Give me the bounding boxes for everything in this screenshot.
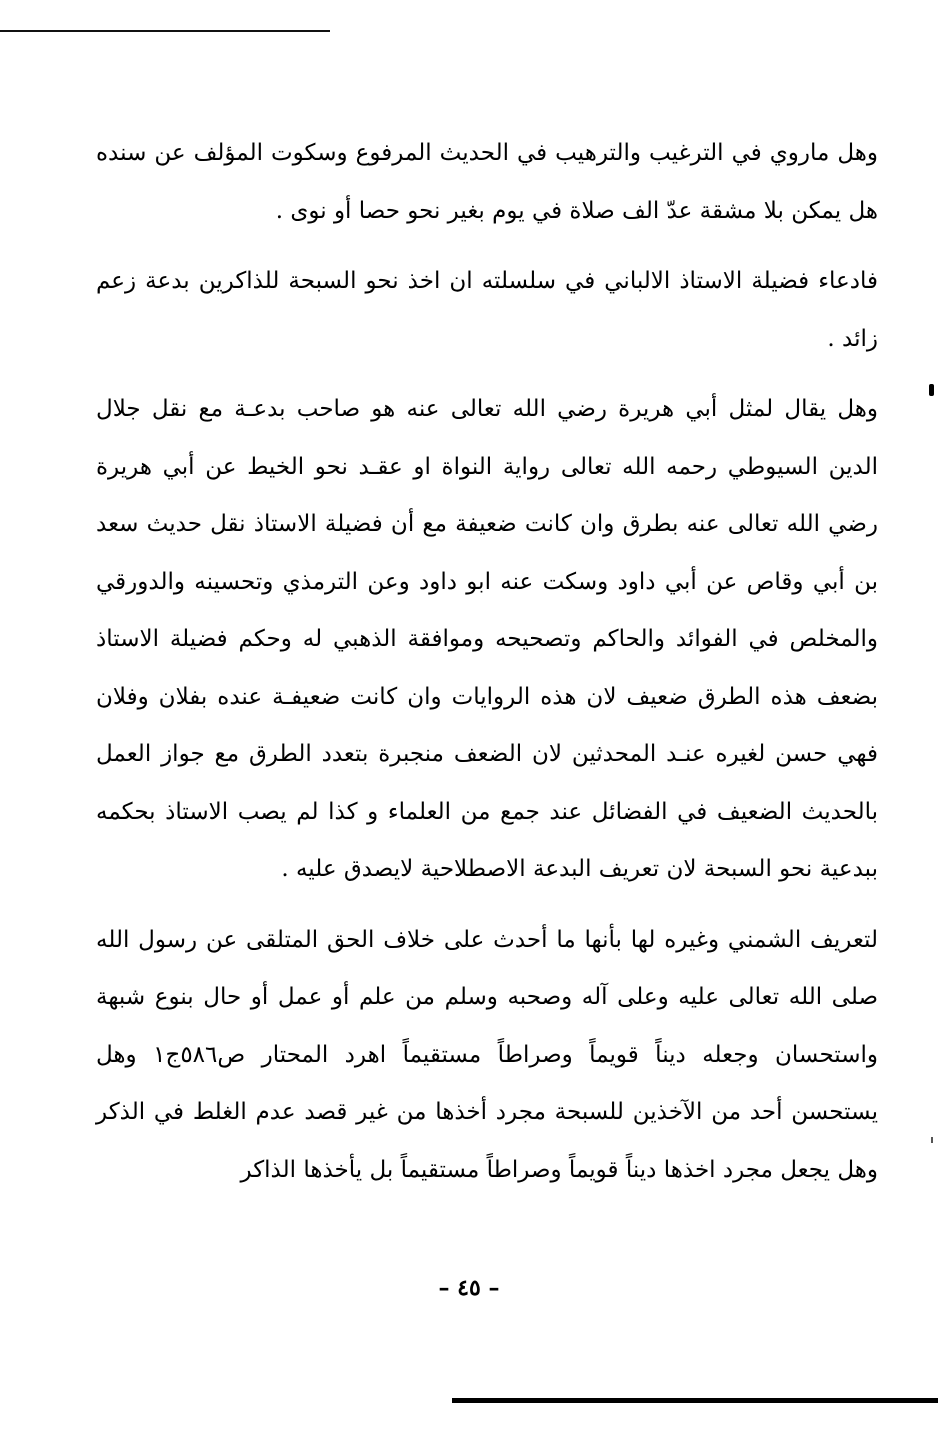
paragraph-1: وهل ماروي في الترغيب والترهيب في الحديث المرفوع وسكوت المؤلف عن سنده هل يمكن بلا مشقة عدّ الف صلاة في يوم بغير نحو حصا أو نوى . <box>96 140 878 224</box>
scan-edge-mark <box>929 384 934 396</box>
page-body <box>96 125 878 1199</box>
paragraph-2: فادعاء فضيلة الاستاذ الالباني في سلسلته ان اخذ نحو السبحة للذاكرين بدعة زعم زائد . <box>96 268 878 352</box>
bottom-rule <box>452 1398 938 1403</box>
scan-edge-mark-small <box>931 1137 933 1143</box>
top-rule <box>0 30 330 32</box>
page-number: – ٤٥ – <box>438 1275 500 1301</box>
paragraph-3: وهل يقال لمثل أبي هريرة رضي الله تعالى عنه هو صاحب بدعـة مع نقل جلال الدين السيوطي رحمه الله تعالى رواية النواة او عقـد نحو الخيط عن أبي هريرة رضي الله تعالى عنه بطرق وان كانت ضعيفة مع أن فضيلة الاستاذ نقل حديث سعد بن أبي وقاص عن أبي داود وسكت عنه ابو داود وعن الترمذي وتحسينه والدورقي والمخلص في الفوائد والحاكم وتصحيحه وموافقة الذهبي له وحكم فضيلة الاستاذ بضعف هذه الطرق ضعيف لان هذه الروايات وان كانت ضعيفـة عنده بفلان وفلان فهي حسن لغيره عنـد المحدثين لان الضعف منجبرة بتعدد الطرق مع جواز العمل بالحديث الضعيف في الفضائل عند جمع من العلماء و كذا لم يصب الاستاذ بحكمه ببدعية نحو السبحة لان تعريف البدعة الاصطلاحية لايصدق عليه . <box>96 396 878 882</box>
paragraph-gap <box>96 368 878 381</box>
paragraph-4: لتعريف الشمني وغيره لها بأنها ما أحدث على خلاف الحق المتلقى عن رسول الله صلى الله تعالى عليه وعلى آله وصحبه وسلم من علم أو عمل أو حال بنوع شبهة واستحسان وجعله ديناً قويماً وصراطاً مستقيماً اهرد المحتار ص٥٨٦ج١ وهل يستحسن أحد من الآخذين للسبحة مجرد أخذها من غير قصد عدم الغلط في الذكر وهل يجعل مجرد اخذها ديناً قويماً وصراطاً مستقيماً بل يأخذها الذاكر <box>96 926 879 1183</box>
paragraph-gap <box>96 899 878 912</box>
paragraph-gap <box>96 240 878 253</box>
